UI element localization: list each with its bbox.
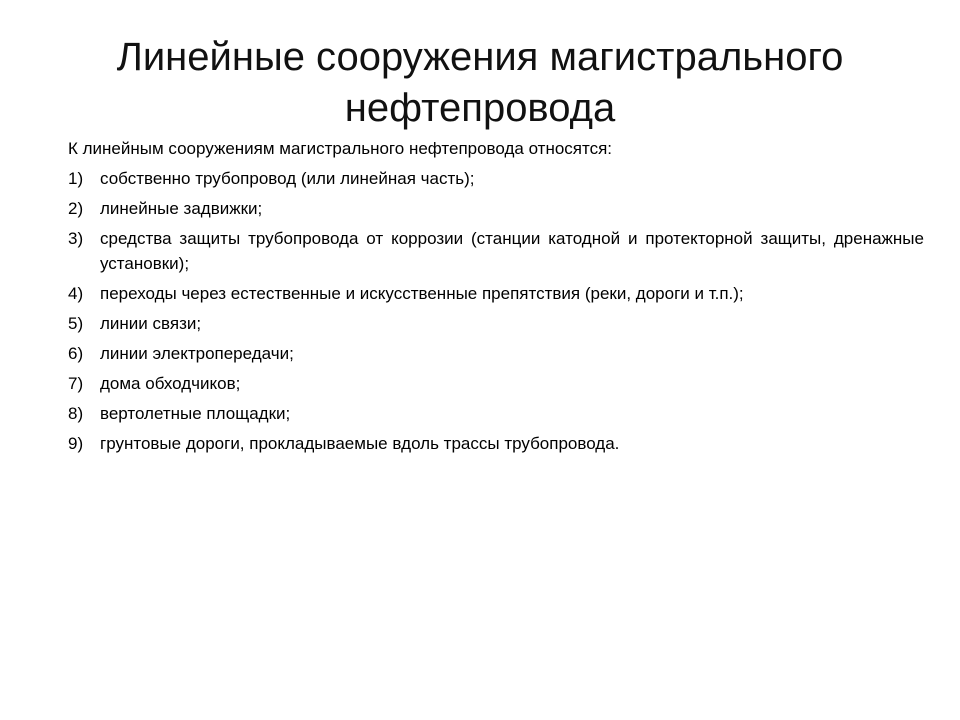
list-item — [68, 431, 924, 456]
item-text: линейные задвижки; — [100, 199, 263, 218]
list-item — [68, 311, 924, 336]
item-text: дома обходчиков; — [100, 374, 241, 393]
item-text: линии связи; — [100, 314, 202, 333]
list-item — [68, 281, 924, 306]
item-text: грунтовые дороги, прокладываемые вдоль трассы трубопровода. — [100, 434, 620, 453]
slide-body — [68, 136, 924, 461]
item-number: 2) — [68, 199, 84, 218]
list-item — [68, 401, 924, 426]
item-text: собственно трубопровод (или линейная часть); — [100, 169, 475, 188]
list-item — [68, 196, 924, 221]
structures-list — [68, 166, 924, 456]
item-number: 6) — [68, 344, 84, 363]
item-text: линии электропередачи; — [100, 344, 294, 363]
item-number: 4) — [68, 284, 84, 303]
intro-text: К линейным сооружениям магистрального нефтепровода относятся: — [68, 139, 613, 158]
slide-title: Линейные сооружения магистрального нефтепровода — [116, 35, 844, 130]
item-number: 1) — [68, 169, 84, 188]
item-number: 8) — [68, 404, 84, 423]
item-number: 9) — [68, 434, 84, 453]
list-item — [68, 166, 924, 191]
item-text: переходы через естественные и искусственные препятствия (реки, дороги и т.п.); — [100, 284, 744, 303]
item-text: средства защиты трубопровода от коррозии (станции катодной и протекторной защиты, дренажные установки); — [100, 229, 924, 273]
list-item — [68, 226, 924, 276]
item-number: 5) — [68, 314, 84, 333]
list-item — [68, 341, 924, 366]
list-item — [68, 371, 924, 396]
item-text: вертолетные площадки; — [100, 404, 291, 423]
item-number: 7) — [68, 374, 84, 393]
item-number: 3) — [68, 229, 84, 248]
